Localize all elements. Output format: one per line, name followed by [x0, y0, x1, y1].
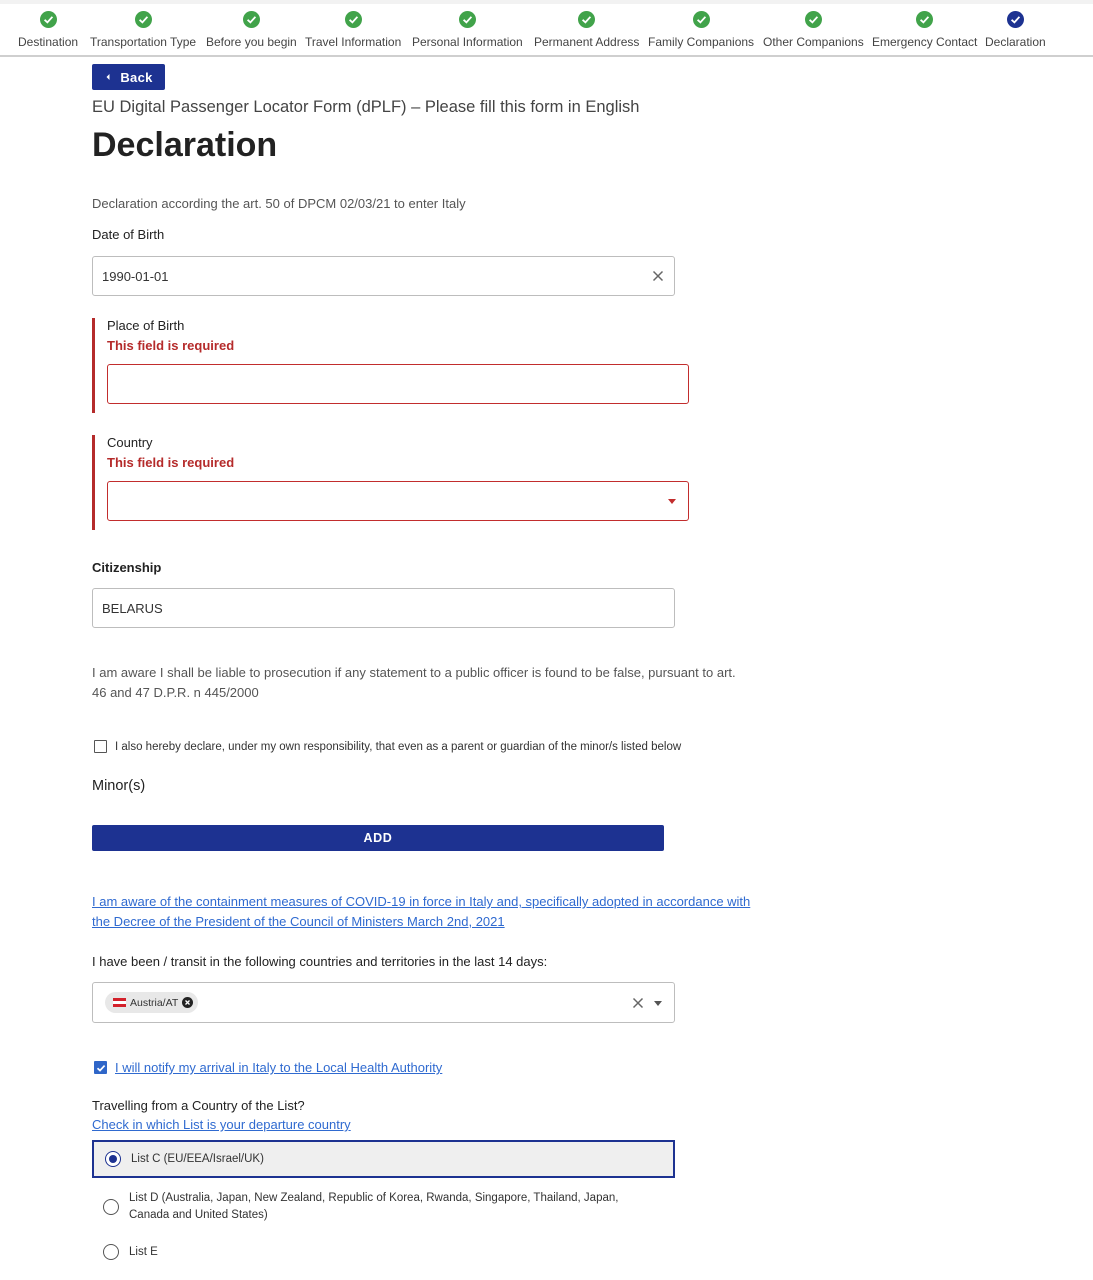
clear-icon[interactable] [632, 997, 644, 1009]
check-circle-icon [345, 11, 362, 28]
caret-down-icon[interactable] [654, 1001, 662, 1006]
remove-chip-icon[interactable] [182, 997, 193, 1008]
country-chip [105, 992, 198, 1013]
citizenship-value: BELARUS [102, 600, 163, 616]
notify-authority-link[interactable]: I will notify my arrival in Italy to the Local Health Authority [115, 1060, 443, 1075]
country-chip-label: Austria/AT [130, 996, 179, 1009]
radio-unselected-icon[interactable] [103, 1199, 119, 1215]
date-of-birth-value: 1990-01-01 [102, 268, 169, 284]
citizenship-label: Citizenship [92, 560, 162, 575]
step-label: Permanent Address [534, 35, 640, 49]
country-error: This field is required [107, 455, 235, 470]
progress-stepper [0, 0, 1093, 57]
country-list-link-wrap [92, 1117, 351, 1132]
transit-countries-label: I have been / transit in the following countries and territories in the last 14 days: [92, 954, 548, 969]
step-label: Personal Information [412, 35, 523, 49]
country-list-question: Travelling from a Country of the List? [92, 1098, 305, 1113]
radio-list-d-label: List D (Australia, Japan, New Zealand, Republic of Korea, Rwanda, Singapore, Thailand, Japan, Canada and United States) [129, 1192, 619, 1221]
back-button[interactable] [92, 64, 165, 90]
page-title: Declaration [92, 126, 278, 164]
form-subtitle: EU Digital Passenger Locator Form (dPLF) – Please fill this form in English [92, 98, 640, 116]
radio-unselected-icon[interactable] [103, 1244, 119, 1260]
check-circle-icon [578, 11, 595, 28]
containment-measures-link-wrap [92, 892, 752, 931]
step-emergency-contact[interactable] [872, 11, 977, 49]
date-of-birth-label: Date of Birth [92, 227, 165, 242]
declaration-intro: Declaration according the art. 50 of DPCM 02/03/21 to enter Italy [92, 196, 466, 211]
checkbox-checked-icon[interactable] [94, 1061, 107, 1074]
check-circle-icon [459, 11, 476, 28]
radio-list-e-label: List E [129, 1245, 158, 1258]
guardian-declaration-checkbox[interactable] [94, 740, 681, 753]
step-label: Before you begin [206, 35, 297, 49]
austria-flag-icon [113, 998, 126, 1007]
step-personal-information[interactable] [412, 11, 523, 49]
check-circle-icon [135, 11, 152, 28]
step-label: Transportation Type [90, 35, 197, 49]
citizenship-input[interactable] [92, 588, 675, 628]
place-of-birth-group [92, 318, 692, 413]
place-of-birth-input[interactable] [107, 364, 689, 404]
guardian-declaration-label: I also hereby declare, under my own responsibility, that even as a parent or guardian of the minor/s listed below [115, 740, 682, 753]
radio-selected-icon[interactable] [105, 1151, 121, 1167]
country-list-link[interactable]: Check in which List is your departure country [92, 1117, 351, 1132]
country-group [92, 435, 692, 530]
liability-statement: I am aware I shall be liable to prosecution if any statement to a public officer is found to be false, pursuant to art. 46 and 47 D.P.R. n 445/2000 [92, 665, 736, 700]
radio-list-c-label: List C (EU/EEA/Israel/UK) [131, 1152, 264, 1165]
step-destination[interactable] [18, 11, 78, 49]
back-label: Back [120, 69, 153, 85]
step-label: Destination [18, 35, 79, 49]
radio-list-e[interactable] [92, 1243, 675, 1261]
check-circle-icon [40, 11, 57, 28]
place-of-birth-label: Place of Birth [107, 318, 185, 333]
step-transportation-type[interactable] [90, 11, 196, 49]
minors-label: Minor(s) [92, 778, 146, 794]
step-family-companions[interactable] [648, 11, 754, 49]
step-label: Family Companions [648, 35, 755, 49]
step-permanent-address[interactable] [534, 11, 639, 49]
step-label: Emergency Contact [872, 35, 978, 49]
containment-measures-link[interactable]: I am aware of the containment measures of COVID-19 in force in Italy and, specifically adopted in accordance with the Decree of the President of the Council of Ministers March 2nd, 2021 [92, 894, 751, 929]
clear-icon[interactable] [652, 270, 664, 282]
transit-countries-select[interactable] [92, 982, 675, 1023]
step-label: Other Companions [763, 35, 864, 49]
country-select[interactable] [107, 481, 689, 521]
check-circle-icon [805, 11, 822, 28]
add-minor-button[interactable]: ADD [92, 825, 664, 851]
step-before-you-begin[interactable] [206, 11, 297, 49]
notify-authority-checkbox[interactable] [94, 1060, 442, 1075]
step-label: Travel Information [305, 35, 402, 49]
caret-down-icon [668, 499, 676, 504]
radio-list-c[interactable] [92, 1140, 675, 1178]
step-label: Declaration [985, 35, 1046, 49]
check-circle-icon [916, 11, 933, 28]
country-label: Country [107, 435, 153, 450]
step-other-companions[interactable] [763, 11, 864, 49]
checkbox-unchecked-icon[interactable] [94, 740, 107, 753]
step-declaration[interactable] [985, 11, 1046, 49]
check-circle-icon [243, 11, 260, 28]
check-circle-icon [1007, 11, 1024, 28]
check-circle-icon [693, 11, 710, 28]
radio-list-d[interactable] [92, 1189, 675, 1225]
place-of-birth-error: This field is required [107, 338, 235, 353]
step-travel-information[interactable] [305, 11, 401, 49]
chevron-left-icon [104, 73, 112, 81]
date-of-birth-input[interactable] [92, 256, 675, 296]
